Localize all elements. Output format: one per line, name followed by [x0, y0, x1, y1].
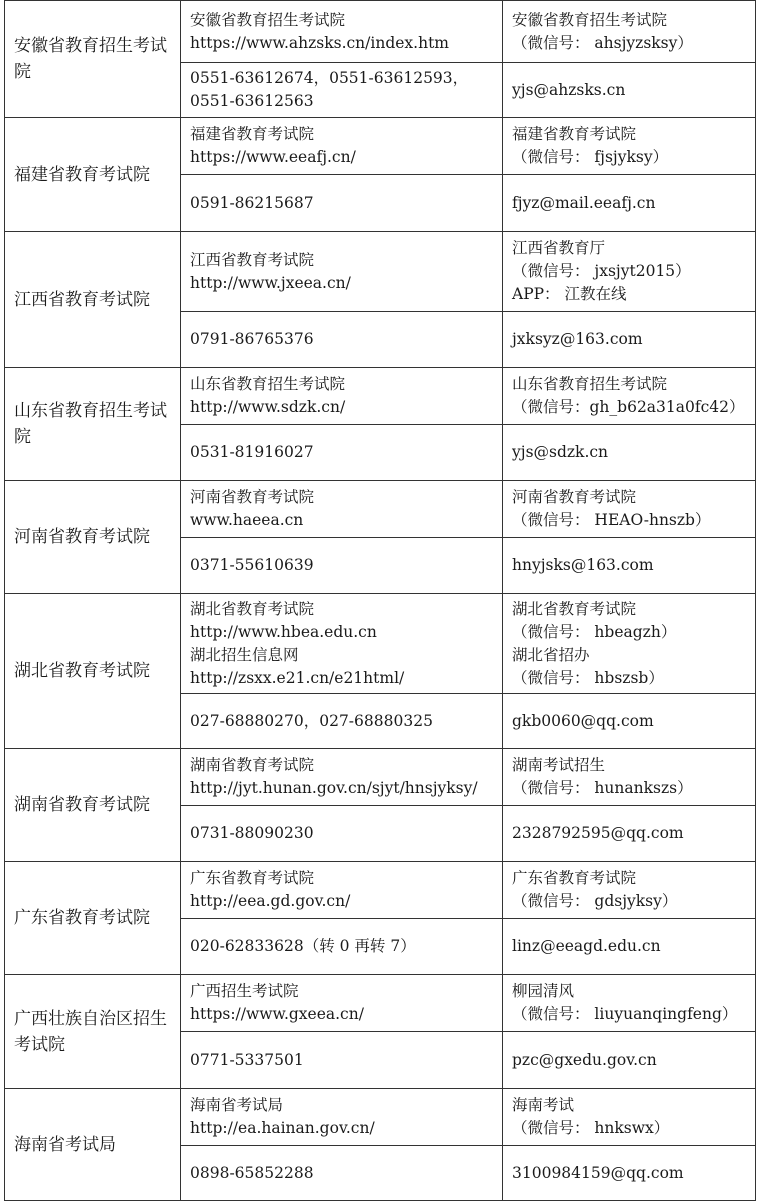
email-address[interactable]: pzc@gxedu.gov.cn: [512, 1050, 657, 1069]
phone-number: 0898-65852288: [190, 1163, 314, 1182]
website-cell: [181, 481, 503, 538]
org-name-cell: [5, 232, 181, 368]
website-cell: [181, 1089, 503, 1146]
org-name-cell: [5, 481, 181, 594]
wechat-id: （微信号： liuyuanqingfeng）: [512, 1005, 738, 1023]
phone-cell: [181, 538, 503, 594]
wechat-id: （微信号： jxsjyt2015）: [512, 262, 691, 280]
email-address[interactable]: 2328792595@qq.com: [512, 824, 684, 842]
site-url[interactable]: http://eea.gd.gov.cn/: [190, 892, 351, 910]
wechat-cell: [503, 232, 756, 312]
website-cell: [181, 975, 503, 1032]
wechat-cell: [503, 749, 756, 806]
email-cell: [503, 538, 756, 594]
site-url[interactable]: https://www.ahzsks.cn/index.htm: [190, 33, 449, 52]
app-name: APP： 江教在线: [512, 285, 627, 303]
wechat-name: 湖北省教育考试院: [512, 599, 637, 618]
wechat-cell: [503, 1089, 756, 1146]
phone-number: 0771-5337501: [190, 1050, 304, 1069]
email-cell: [503, 806, 756, 862]
email-address[interactable]: yjs@ahzsks.cn: [512, 80, 626, 99]
phone-number: 0371-55610639: [190, 556, 314, 574]
phone-cell: [181, 1032, 503, 1089]
exam-institutions-table: [4, 0, 756, 1201]
website-cell: [181, 594, 503, 694]
site-url[interactable]: https://www.gxeea.cn/: [190, 1005, 364, 1023]
phone-number: 020-62833628（转 0 再转 7）: [190, 937, 416, 955]
wechat-name: 河南省教育考试院: [512, 488, 637, 506]
site-name: 河南省教育考试院: [190, 488, 315, 506]
email-address[interactable]: linz@eeagd.edu.cn: [512, 937, 661, 955]
site-url[interactable]: http://ea.hainan.gov.cn/: [190, 1119, 375, 1137]
website-cell: [181, 862, 503, 919]
org-name: 海南省考试局: [14, 1134, 116, 1155]
org-name-cell: [5, 862, 181, 975]
website-cell: [181, 118, 503, 175]
org-name: 湖北省教育考试院: [14, 661, 150, 681]
site-name: 广东省教育考试院: [190, 869, 315, 887]
org-name: 湖南省教育考试院: [14, 795, 150, 815]
email-address[interactable]: fjyz@mail.eeafj.cn: [512, 193, 656, 212]
website-cell: [181, 368, 503, 425]
wechat-cell: [503, 368, 756, 425]
org-name: 山东省教育招生考试院: [14, 401, 167, 447]
org-name: 广西壮族自治区招生考试院: [14, 1008, 167, 1055]
org-name-cell: [5, 118, 181, 232]
phone-number: 0551-63612563: [190, 92, 314, 110]
site-url[interactable]: http://jyt.hunan.gov.cn/sjyt/hnsjyksy/: [190, 779, 478, 797]
site-url[interactable]: https://www.eeafj.cn/: [190, 148, 356, 166]
org-name: 江西省教育考试院: [14, 289, 150, 310]
phone-cell: [181, 919, 503, 975]
org-name-cell: [5, 749, 181, 862]
org-name-cell: [5, 368, 181, 481]
email-cell: [503, 919, 756, 975]
wechat-cell: [503, 481, 756, 538]
phone-number: 0791-86765376: [190, 330, 314, 348]
wechat-cell: [503, 1, 756, 63]
wechat-name: 广东省教育考试院: [512, 869, 637, 887]
org-name: 福建省教育考试院: [14, 164, 150, 185]
site-name: 湖北省教育考试院: [190, 599, 315, 618]
org-name: 河南省教育考试院: [14, 527, 150, 547]
phone-cell: [181, 806, 503, 862]
wechat-name: 湖南考试招生: [512, 756, 606, 774]
phone-cell: [181, 175, 503, 232]
email-cell: [503, 694, 756, 749]
email-cell: [503, 425, 756, 481]
site-name: 江西省教育考试院: [190, 250, 315, 269]
phone-number: 0731-88090230: [190, 824, 314, 842]
phone-cell: [181, 694, 503, 749]
site-name: 安徽省教育招生考试院: [190, 10, 346, 29]
wechat-id: （微信号： hunankszs）: [512, 779, 693, 797]
wechat-name: 海南考试: [512, 1096, 575, 1114]
phone-cell: [181, 312, 503, 368]
wechat-name: 山东省教育招生考试院: [512, 375, 668, 393]
website-cell: [181, 749, 503, 806]
email-cell: [503, 1146, 756, 1201]
wechat-id: （微信号： HEAO-hnszb）: [512, 511, 711, 529]
org-name-cell: [5, 975, 181, 1089]
phone-cell: [181, 63, 503, 118]
site-url[interactable]: http://www.sdzk.cn/: [190, 398, 346, 416]
wechat-id: （微信号： hbszsb）: [512, 668, 664, 687]
wechat-id: （微信号： hnkswx）: [512, 1119, 670, 1137]
org-name-cell: [5, 594, 181, 749]
wechat-id: （微信号： ahsjyzsksy）: [512, 33, 693, 52]
site-name: 山东省教育招生考试院: [190, 375, 346, 393]
phone-cell: [181, 425, 503, 481]
org-name: 安徽省教育招生考试院: [14, 36, 167, 82]
site-name: 湖南省教育考试院: [190, 756, 315, 774]
wechat-id: （微信号： hbeagzh）: [512, 622, 677, 641]
email-address[interactable]: jxksyz@163.com: [512, 330, 643, 348]
wechat-id: （微信号： gdsjyksy）: [512, 892, 678, 910]
phone-number: 0551-63612674，0551-63612593，: [190, 69, 469, 87]
wechat-cell: [503, 862, 756, 919]
email-cell: [503, 312, 756, 368]
wechat-cell: [503, 118, 756, 175]
site-name: 广西招生考试院: [190, 982, 299, 1000]
site-name: 海南省考试局: [190, 1096, 284, 1114]
phone-number: 027-68880270，027-68880325: [190, 711, 433, 730]
email-address[interactable]: gkb0060@qq.com: [512, 711, 654, 730]
site-name: 福建省教育考试院: [190, 125, 315, 143]
phone-cell: [181, 1146, 503, 1201]
wechat-id: （微信号：gh_b62a31a0fc42）: [512, 398, 745, 416]
site-url[interactable]: http://www.hbea.edu.cn: [190, 622, 377, 641]
email-cell: [503, 63, 756, 118]
site-url[interactable]: http://zsxx.e21.cn/e21html/: [190, 668, 405, 687]
phone-number: 0531-81916027: [190, 443, 314, 461]
wechat-name: 湖北省招办: [512, 645, 590, 664]
website-cell: [181, 232, 503, 312]
wechat-id: （微信号： fjsjyksy）: [512, 148, 669, 166]
email-address[interactable]: hnyjsks@163.com: [512, 556, 654, 574]
website-cell: [181, 1, 503, 63]
email-cell: [503, 175, 756, 232]
site-url[interactable]: www.haeea.cn: [190, 511, 304, 529]
org-name-cell: [5, 1089, 181, 1201]
email-address[interactable]: 3100984159@qq.com: [512, 1163, 684, 1182]
wechat-name: 福建省教育考试院: [512, 125, 637, 143]
wechat-cell: [503, 594, 756, 694]
org-name-cell: [5, 1, 181, 118]
wechat-name: 江西省教育厅: [512, 239, 606, 257]
site-url[interactable]: http://www.jxeea.cn/: [190, 273, 351, 292]
wechat-name: 安徽省教育招生考试院: [512, 10, 668, 29]
wechat-cell: [503, 975, 756, 1032]
org-name: 广东省教育考试院: [14, 908, 150, 928]
email-cell: [503, 1032, 756, 1089]
wechat-name: 柳园清风: [512, 982, 575, 1000]
email-address[interactable]: yjs@sdzk.cn: [512, 443, 609, 461]
site-name: 湖北招生信息网: [190, 645, 299, 664]
phone-number: 0591-86215687: [190, 193, 314, 212]
